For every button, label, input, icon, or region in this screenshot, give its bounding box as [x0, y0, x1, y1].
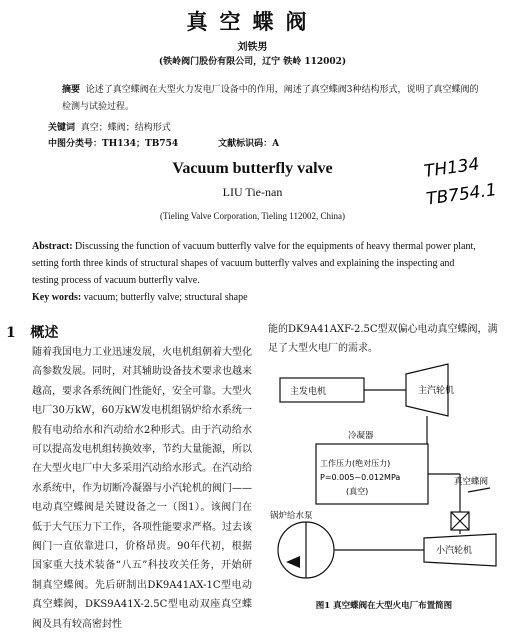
title-en: Vacuum butterfly valve: [172, 160, 333, 177]
label-feed-pump: 锅炉给水泵: [270, 511, 313, 521]
label-small-turbine: 小汽轮机: [436, 546, 473, 556]
clc-value: TH134；TB754: [102, 139, 179, 149]
label-pressure-1: 工作压力(绝对压力): [320, 459, 391, 468]
abstract-en-label: Abstract:: [32, 241, 73, 252]
handwritten-line-1: TH134: [422, 154, 481, 182]
classification-line: [48, 136, 279, 149]
title-cn: 真空蝶阀: [186, 9, 319, 34]
keywords-cn-label: 关键词: [48, 123, 76, 133]
affiliation-cn: (铁岭阀门股份有限公司，辽宁 铁岭 112002): [158, 57, 347, 67]
keywords-en-label: Key words:: [32, 292, 82, 303]
abstract-cn-label: 摘要: [62, 85, 81, 95]
keywords-cn: [48, 120, 171, 133]
label-pressure-2: P=0.005~0.012MPa: [320, 473, 401, 482]
keywords-cn-text: 真空；蝶阀；结构形式: [80, 123, 171, 133]
label-main-turbine: 主汽轮机: [418, 386, 455, 396]
section-number: 1: [6, 325, 16, 341]
pump-arrow: [286, 556, 300, 568]
doc-code-label: 文献标识码：: [218, 139, 273, 149]
figure-layout-diagram: [268, 362, 500, 594]
affiliation-en: (Tieling Valve Corporation, Tieling 112002, China): [160, 211, 345, 221]
abstract-cn: [62, 82, 480, 116]
abstract-en: [32, 238, 482, 289]
figure-caption: 图1 真空蝶阀在大型火电厂布置简图: [315, 601, 453, 611]
leader-valve: [468, 488, 490, 492]
section-heading: [6, 322, 58, 342]
author-en: LIU Tie-nan: [222, 185, 283, 199]
label-vacuum-valve: 真空蝶阀: [454, 477, 489, 487]
label-generator: 主发电机: [290, 387, 327, 397]
doc-code-value: A: [272, 139, 280, 149]
label-pressure-3: (真空): [346, 487, 369, 496]
keywords-en: [32, 292, 248, 303]
abstract-cn-text: 论述了真空蝶阀在大型火力发电厂设备中的作用，阐述了真空蝶阀3种结构形式，说明了真空蝶阀的检测与试验过程。: [62, 85, 479, 112]
body-text-right: 能的DK9A41AXF-2.5C型双偏心电动真空蝶阀，满足了大型火电厂的需求。: [268, 324, 498, 355]
author-cn: 刘铁男: [237, 42, 268, 53]
label-condenser: 冷凝器: [348, 431, 374, 441]
handwritten-note: [420, 148, 500, 210]
body-text-left: 随着我国电力工业迅速发展，火电机组朝着大型化高参数发展。同时，对其辅助设备技术要求也越来越高，要求各系统阀门性能好，安全可靠。大型火电厂30万kW，60万kW发电机组锅炉给水系统一般有电动给水和汽动给水2种形式。由于汽动给水可以提高发电机组转换效率，节约大量能源，所以在大型火电厂中大多采用汽动给水形式。在汽动给水系统中，作为切断冷凝器与小汽轮机的阀门——电动真空蝶阀是关键设备之一（图1）。该阀门在低于大气压力下工作，各项性能要求严格。过去该阀门一直依靠进口，价格昂贵。90年代初，根据国家重大技术装备“八五”科技攻关任务，开始研制真空蝶阀。先后研制出DK9A41AX-1C型电动真空蝶阀，DKS9A41X-2.5C型电动双座真空蝶阀及具有较高密封性: [32, 347, 252, 630]
handwritten-line-2: TB754.1: [425, 179, 498, 210]
abstract-en-text: Discussing the function of vacuum butterfly valve for the equipments of heavy thermal power plant, setting forth three kinds of structural shapes of vacuum butterfly valves and explaining the inspecting and testing process of vacuum butterfly valve.: [32, 241, 476, 286]
keywords-en-text: vacuum; butterfly valve; structural shape: [83, 292, 248, 303]
clc-label: 中图分类号：: [48, 139, 103, 149]
section-title: 概述: [30, 325, 59, 341]
